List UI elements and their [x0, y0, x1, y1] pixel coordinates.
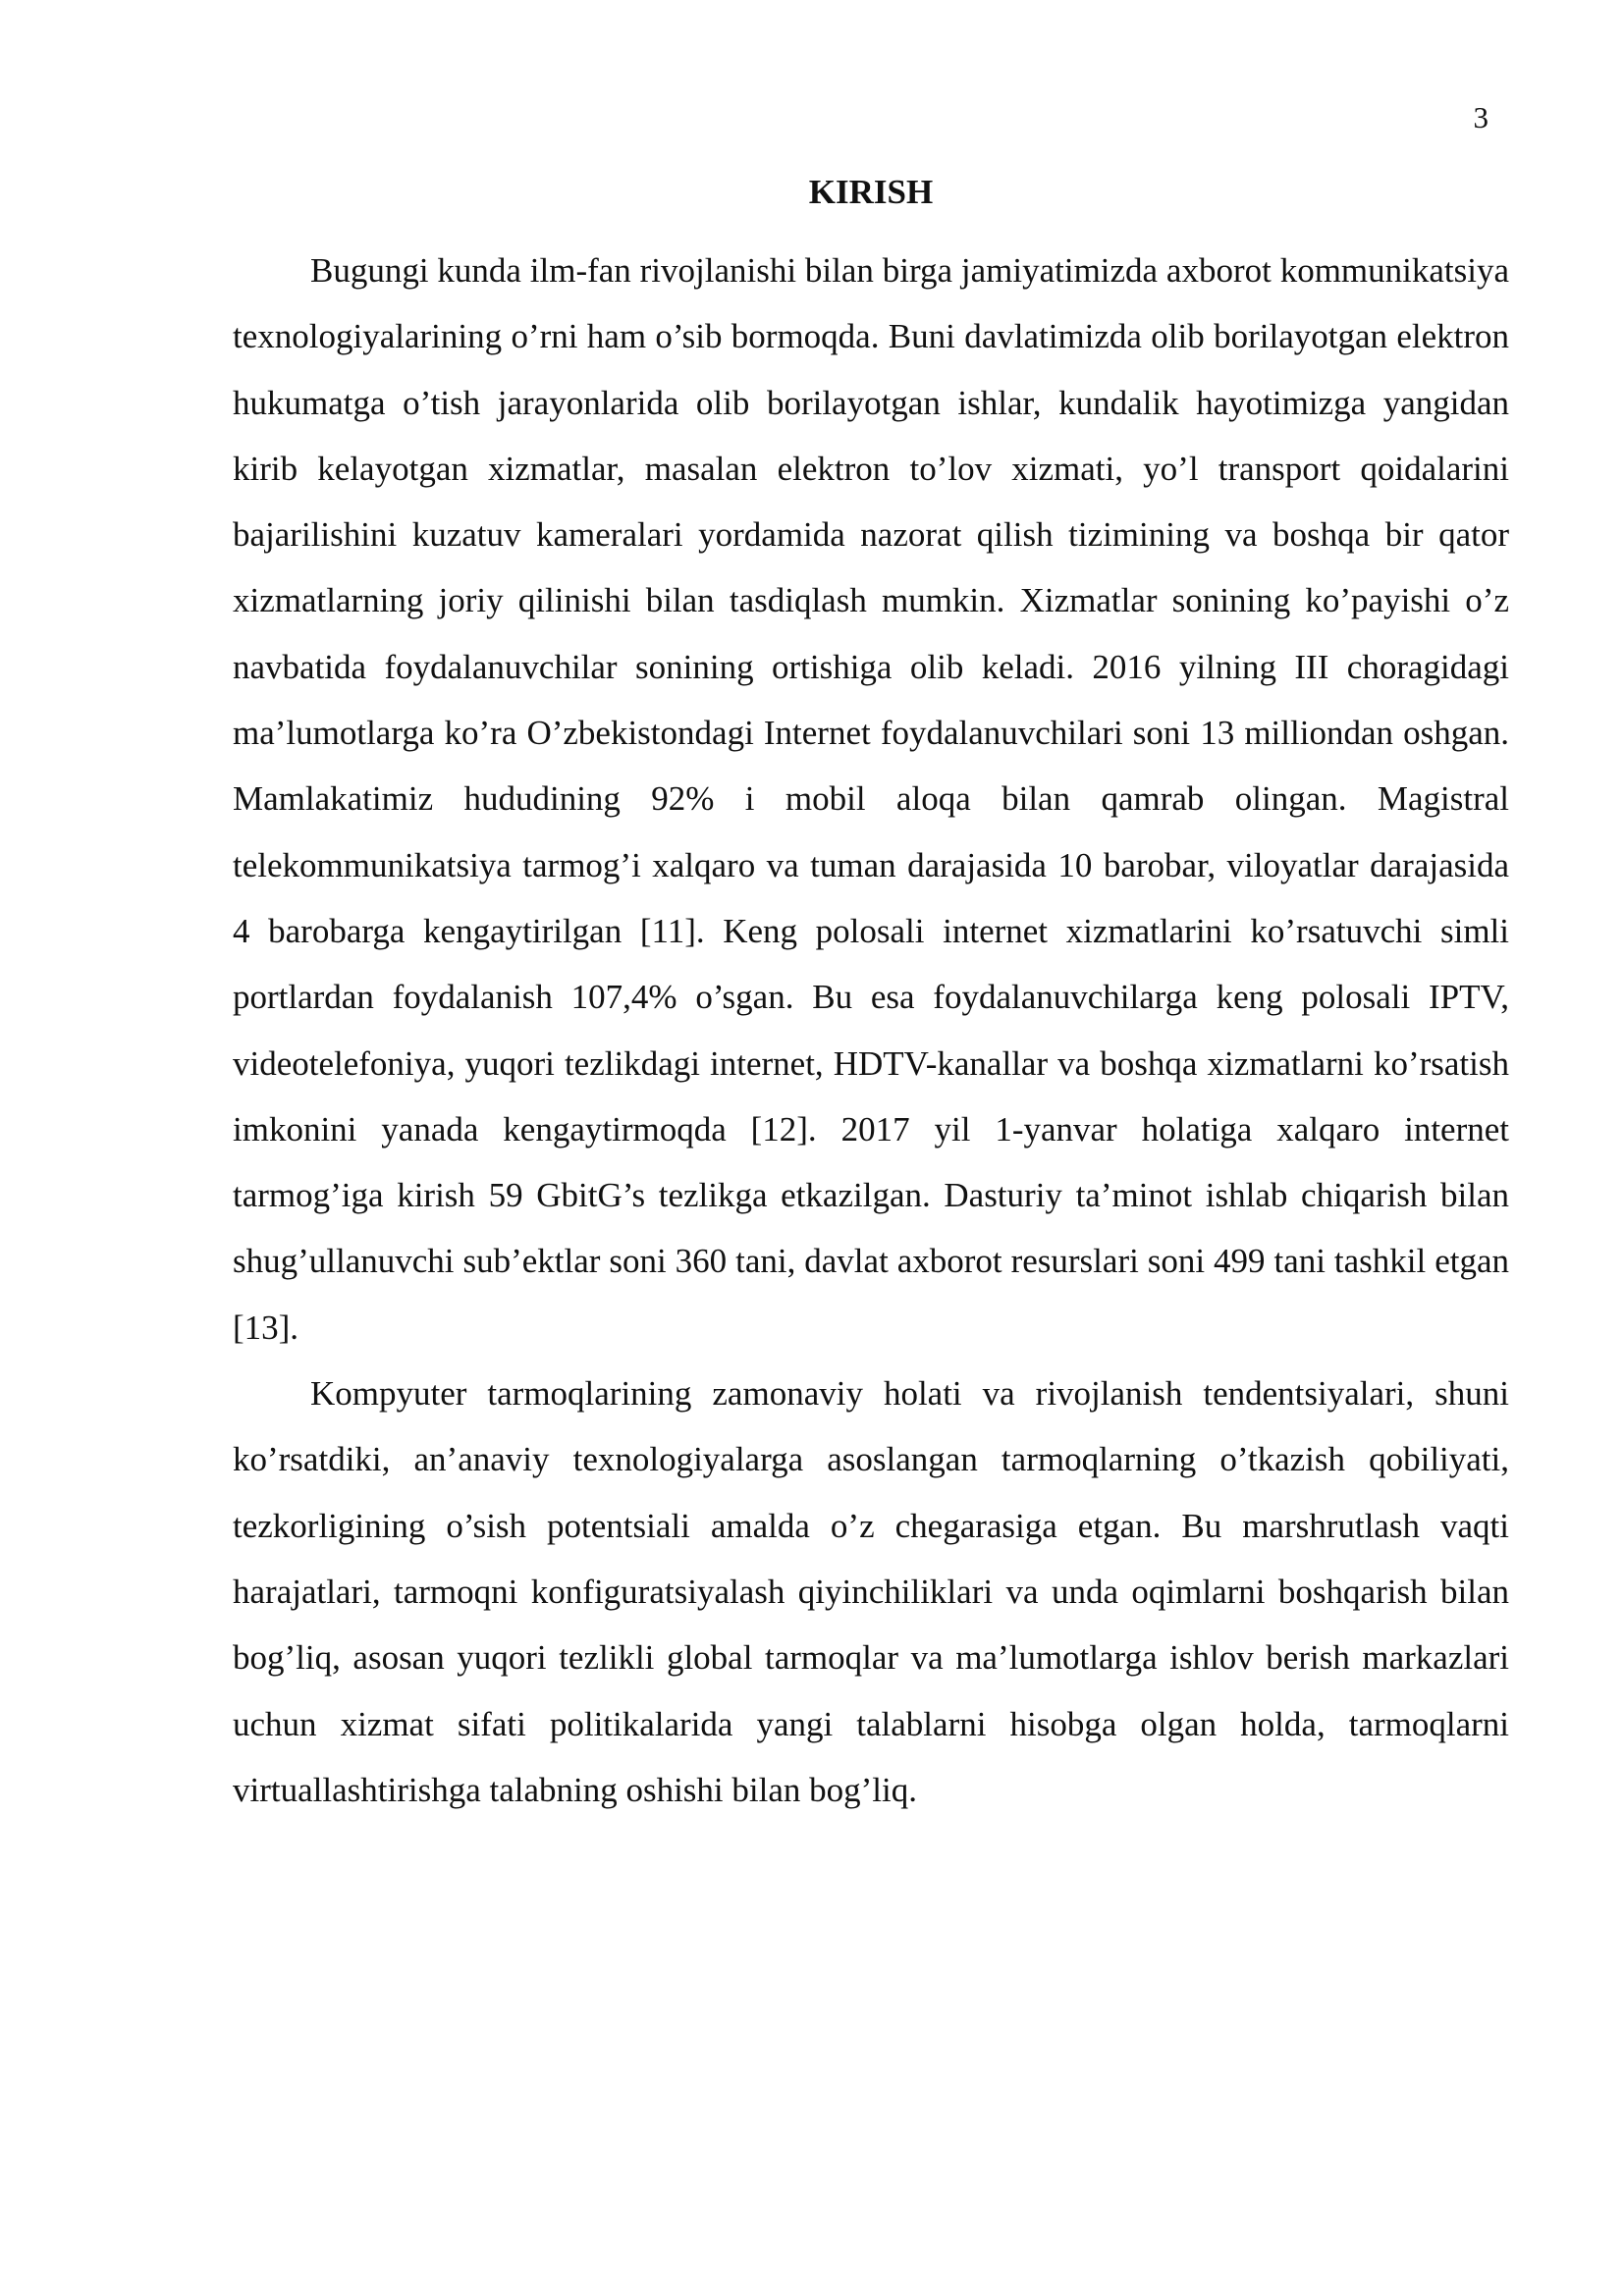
section-heading: KIRISH	[808, 173, 934, 211]
page-content	[233, 169, 1509, 1823]
paragraph-1: Bugungi kunda ilm-fan rivojlanishi bilan birga jamiyatimizda axborot kommunikatsiya texnologiyalarining o’rni ham o’sib bormoqda. Buni davlatimizda olib borilayotgan elektron hukumatga o’tish jarayonlarida olib borilayotgan ishlar, kundalik hayotimizga yangidan kirib kelayotgan xizmatlar, masalan elektron to’lov xizmati, yo’l transport qoidalarini bajarilishini kuzatuv kameralari yordamida nazorat qilish tizimining va boshqa bir qator xizmatlarning joriy qilinishi bilan tasdiqlash mumkin. Xizmatlar sonining ko’payishi o’z navbatida foydalanuvchilar sonining ortishiga olib keladi. 2016 yilning III choragidagi ma’lumotlarga ko’ra O’zbekistondagi Internet foydalanuvchilari soni 13 milliondan oshgan. Mamlakatimiz hududining 92% i mobil aloqa bilan qamrab olingan. Magistral telekommunikatsiya tarmog’i xalqaro va tuman darajasida 10 barobar, viloyatlar darajasida 4 barobarga kengaytirilgan [11]. Keng polosali internet xizmatlarini ko’rsatuvchi simli portlardan foydalanish 107,4% o’sgan. Bu esa foydalanuvchilarga keng polosali IPTV, videotelefoniya, yuqori tezlikdagi internet, HDTV-kanallar va boshqa xizmatlarni ko’rsatish imkonini yanada kengaytirmoqda [12]. 2017 yil 1-yanvar holatiga xalqaro internet tarmog’iga kirish 59 GbitG’s tezlikga etkazilgan. Dasturiy ta’minot ishlab chiqarish bilan shug’ullanuvchi sub’ektlar soni 360 tani, davlat axborot resurslari soni 499 tani tashkil etgan [13].	[233, 251, 1509, 1347]
paragraph-2: Kompyuter tarmoqlarining zamonaviy holati va rivojlanish tendentsiyalari, shuni ko’rsatdiki, an’anaviy texnologiyalarga asoslangan tarmoqlarning o’tkazish qobiliyati, tezkorligining o’sish potentsiali amalda o’z chegarasiga etgan. Bu marshrutlash vaqti harajatlari, tarmoqni konfiguratsiyalash qiyinchiliklari va unda oqimlarni boshqarish bilan bog’liq, asosan yuqori tezlikli global tarmoqlar va ma’lumotlarga ishlov berish markazlari uchun xizmat sifati politikalarida yangi talablarni hisobga olgan holda, tarmoqlarni virtuallashtirishga talabning oshishi bilan bog’liq.	[233, 1374, 1509, 1809]
page-number: 3	[1473, 100, 1489, 134]
